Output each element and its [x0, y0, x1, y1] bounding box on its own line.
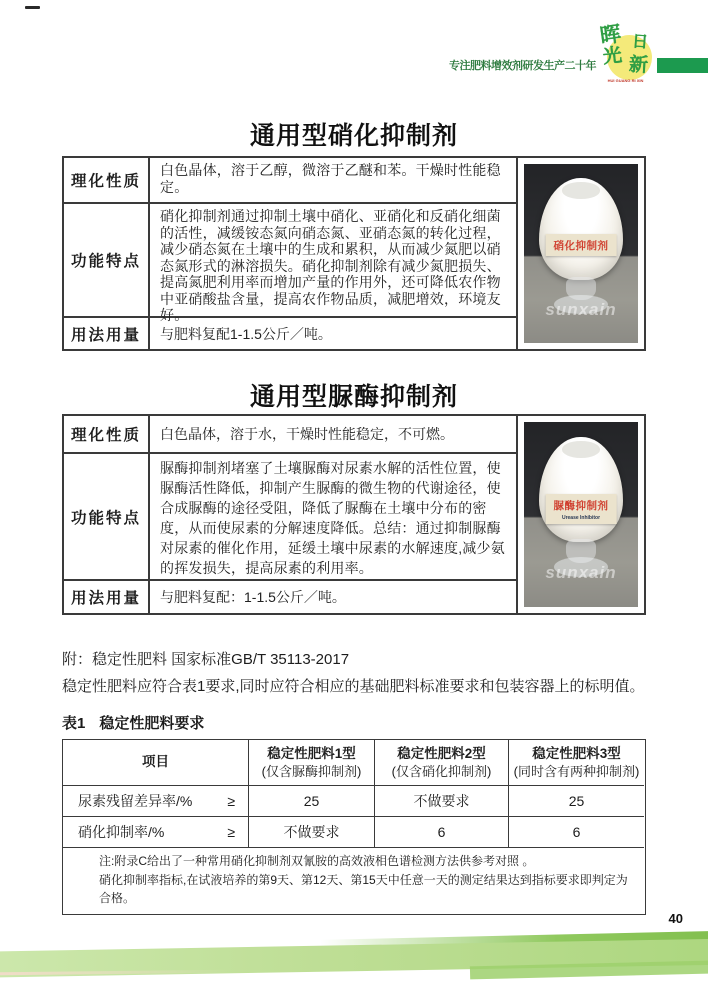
- logo-char-guang: 光: [601, 45, 624, 68]
- logo-char-xin: 新: [628, 54, 649, 77]
- caption-prefix: 表1: [62, 715, 86, 732]
- row-label-usage: 用法用量: [64, 318, 150, 349]
- row-text-properties: 白色晶体，溶于水，干燥时性能稳定，不可燃。: [150, 416, 518, 454]
- table-note-line2: 硝化抑制率指标,在试液培养的第9天、第12天、第15天中任意一天的测定结果达到指标要求即判定为合格。: [99, 872, 628, 906]
- row-nitrif-v1: 不做要求: [249, 817, 375, 848]
- row-urea-item: [63, 786, 249, 817]
- row-nitrif-label: 硝化抑制率/%: [78, 824, 165, 840]
- row-text-features: 脲酶抑制剂堵塞了土壤脲酶对尿素水解的活性位置，使脲酶活性降低，抑制产生脲酶的微生物的代谢途径，使合成脲酶的途径受阻，降低了脲酶在土壤中分布的密度，从而使尿素的分解速度降低。总结：通过抑制脲酶对尿素的催化作用，延缓土壤中尿素的水解速度,减少氨的挥发损失，提高尿素的利用率。: [150, 454, 518, 581]
- row-text-properties: 白色晶体，溶于乙醇，微溶于乙醚和苯。干燥时性能稳定。: [150, 158, 518, 204]
- row-label-features: 功能特点: [64, 204, 150, 318]
- header-item-text: 项目: [142, 754, 169, 770]
- row-label-features: 功能特点: [64, 454, 150, 581]
- header-type1: [249, 740, 375, 786]
- company-logo: [598, 22, 656, 96]
- header-type2-title: 稳定性肥料2型: [397, 745, 486, 761]
- row-nitrif-v3: 6: [509, 817, 644, 848]
- nitrification-spec-table: [62, 156, 646, 351]
- header-type3: [509, 740, 644, 786]
- standards-table-caption: [62, 712, 204, 733]
- logo-subtext: HUI GUANG RI XIN: [607, 78, 644, 84]
- header-type3-title: 稳定性肥料3型: [532, 745, 621, 761]
- appendix-note: [62, 646, 662, 700]
- gte-symbol: ≥: [227, 824, 235, 840]
- header-type2: [375, 740, 509, 786]
- row-label-properties: 理化性质: [64, 158, 150, 204]
- appendix-line1: 附：稳定性肥料 国家标准GB/T 35113-2017: [62, 651, 350, 668]
- page-number: 40: [668, 911, 683, 926]
- row-urea-label: 尿素残留差异率/%: [78, 793, 193, 809]
- logo-char-ri: 日: [631, 33, 649, 52]
- row-nitrif-item: [63, 817, 249, 848]
- row-text-usage: 与肥料复配：1-1.5公斤／吨。: [150, 581, 518, 613]
- urease-spec-table: [62, 414, 646, 615]
- photo-watermark: sunxain: [545, 562, 617, 582]
- header-green-bar: [657, 58, 708, 73]
- table-note: [63, 848, 644, 914]
- row-text-usage: 与肥料复配1-1.5公斤／吨。: [150, 318, 518, 349]
- header-type1-title: 稳定性肥料1型: [267, 745, 356, 761]
- header-tagline: 专注肥料增效剂研发生产二十年: [449, 60, 596, 72]
- row-urea-v1: 25: [249, 786, 375, 817]
- product-label-text: 硝化抑制剂: [553, 239, 609, 252]
- standards-table: [62, 739, 646, 915]
- product-photo-nitrification: [518, 158, 644, 349]
- table-note-line1: 注:附录C给出了一种常用硝化抑制剂双氰胺的高效液相色谱检测方法供参考对照 。: [99, 854, 535, 868]
- section2-title: 通用型脲酶抑制剂: [249, 383, 458, 411]
- header-type1-sub: (仅含脲酶抑制剂): [261, 763, 362, 779]
- product-photo-background: [524, 164, 638, 343]
- row-urea-v2: 不做要求: [375, 786, 509, 817]
- product-photo-urease: [518, 416, 644, 613]
- header-item: [63, 740, 249, 786]
- appendix-line2: 稳定性肥料应符合表1要求,同时应符合相应的基础肥料标准要求和包装容器上的标明值。: [62, 678, 645, 695]
- header-type2-sub: (仅含硝化抑制剂): [391, 763, 492, 779]
- scan-artifact-mark: [25, 6, 40, 9]
- powder-mound: [539, 178, 623, 280]
- row-urea-v3: 25: [509, 786, 644, 817]
- footer-ribbon: [0, 930, 708, 999]
- logo-char-hui: 晖: [598, 22, 623, 49]
- row-label-usage: 用法用量: [64, 581, 150, 613]
- gte-symbol: ≥: [227, 793, 235, 809]
- row-text-features: 硝化抑制剂通过抑制土壤中硝化、亚硝化和反硝化细菌的活性，减缓铵态氮向硝态氮、亚硝态氮的转化过程，减少硝态氮在土壤中的生成和累积，从而减少氮肥以硝态氮形式的淋溶损失。硝化抑制剂除有减少氮肥损失、提高氮肥利用率而增加产量的作用外，还可降低农作物中亚硝酸盐含量，提高农作物品质，减肥增效，环境友好。: [150, 204, 518, 318]
- product-label-subtext: Urease Inhibitor: [561, 515, 601, 522]
- product-photo-background: [524, 422, 638, 607]
- header-type3-sub: (同时含有两种抑制剂): [513, 763, 640, 779]
- row-nitrif-v2: 6: [375, 817, 509, 848]
- product-label-plate: [546, 494, 617, 524]
- section1-title: 通用型硝化抑制剂: [249, 122, 458, 150]
- product-label-text: 脲酶抑制剂: [553, 500, 609, 513]
- photo-watermark: sunxain: [545, 299, 617, 319]
- powder-mound: [539, 437, 623, 542]
- caption-text: 稳定性肥料要求: [99, 715, 205, 732]
- product-label-plate: [546, 234, 617, 256]
- row-label-properties: 理化性质: [64, 416, 150, 454]
